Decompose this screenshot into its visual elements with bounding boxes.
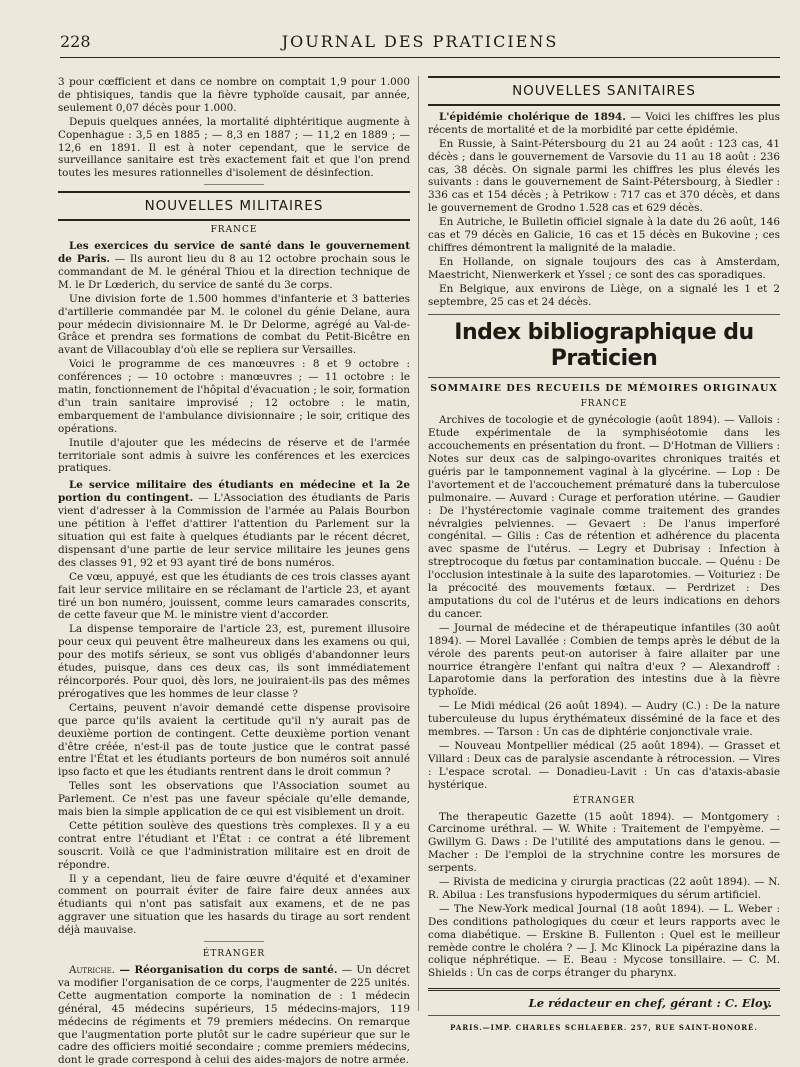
article-title: — Réorganisation du corps de santé.	[114, 964, 338, 976]
subheading-france: FRANCE	[210, 225, 258, 236]
separator	[428, 314, 780, 315]
column-divider	[418, 76, 419, 1011]
place-name: Autriche.	[69, 964, 115, 976]
subheading-etranger: ÉTRANGER	[202, 949, 266, 960]
right-column	[428, 76, 780, 1033]
editor-signature: Le rédacteur en chef, gérant : C. Eloy.	[528, 996, 772, 1011]
paragraph: En Russie, à Saint-Pétersbourg du 21 au 24 août : 123 cas, 41 décès ; dans le gouvernement de Varsovie du 11 au 18 août : 236 cas, 38 décès. On signale parmi les chiffres les plus élevés les suivants : dans le gouvernement de Saint-Pétersbourg, à Siedler : 336 cas et 154 décès ; à Petrikow : 717 cas et 370 décès, et dans le gouvernement de Grodno 1.528 cas et 629 décès.	[428, 137, 780, 215]
separator	[204, 184, 264, 185]
separator	[428, 377, 780, 378]
paragraph: Archives de tocologie et de gynécologie (août 1894). — Vallois : Etude expérimentale de la symphiséotomie dans les accouchements en présentation du front. — D'Hotman de Villiers : Notes sur deux cas de salpingo-ovarites chroniques traités et guéris par le tamponnement vaginal à la glycérine. — Lop : De l'avortement et de l'accouchement prématuré dans la tuberculose pulmonaire. — Auvard : Curage et perforation utérine. — Gaudier : De l'hystérectomie vaginale comme traitement des grandes névralgies pelviennes. — Gevaert : De l'anus imperforé congénital. — Gilis : Cas de rétention et adhérence du placenta avec spasme de l'utérus. — Legry et Dubrisay : Infection à streptrocoque du fœtus par contamination buccale. — Quénu : De l'occlusion intestinale à la suite des laparotomies. — Voituriez : De la précocité des mouvements fœtaux. — Perdrizet : Des amputations du col de l'utérus et de leurs indications en dehors du cancer.	[428, 414, 780, 620]
article-text: — L'Association des étudiants de Paris vient d'adresser à la Commission de l'armée au Palais Bourbon une pétition à l'effet d'attirer l'attention du Parlement sur la situation qui est faite à quelques étudiants par le récent décret, dispensant d'une partie de leur service militaire les jeunes gens des classes 91, 92 et 93 ayant tiré de bons numéros.	[58, 492, 410, 569]
paragraph: — Le Midi médical (26 août 1894). — Audry (C.) : De la nature tuberculeuse du lupus érythémateux disséminé de la face et des membres. — Tarson : Un cas de diphtérie conjonctivale vraie.	[428, 700, 780, 739]
left-column	[58, 76, 410, 1067]
section-heading-box	[58, 191, 410, 221]
summary-heading: SOMMAIRE DES RECUEILS DE MÉMOIRES ORIGINAUX	[430, 382, 778, 394]
paragraph: En Hollande, on signale toujours des cas à Amsterdam, Maestricht, Nienwerkerk et Yssel ; ce sont des cas sporadiques.	[428, 255, 780, 281]
page-number: 228	[60, 32, 91, 51]
paragraph: — The New-York medical Journal (18 août 1894). — L. Weber : Des conditions pathologiques du cœur et leurs rapports avec le coma diabétique. — Erskine B. Fullenton : Quel est le meilleur remède contre le choléra ? — J. Mc Klinock La pipérazine dans la colique néphrétique. — E. Beau : Mycose tonsillaire. — C. M. Shields : Un cas de corps étranger du pharynx.	[428, 902, 780, 980]
subheading-france: FRANCE	[580, 399, 628, 410]
printer-line: PARIS.—IMP. CHARLES SCHLAEBER. 257, RUE SAINT-HONORÉ.	[450, 1023, 758, 1033]
paragraph: Il y a cependant, lieu de faire œuvre d'équité et d'examiner comment on pourrait éviter de faire faire deux années aux étudiants qui n'ont pas satisfait aux examens, et de ne pas aggraver une situation que les hasards du tirage au sort rendent déjà mauvaise.	[58, 872, 410, 937]
paragraph: La dispense temporaire de l'article 23, est, purement illusoire pour ceux qui peuvent être malheureux dans les examens ou qui, pour des motifs sérieux, se sont vus obligés d'abandonner leurs études, puisque, dans ces deux cas, ils sont immédiatement réincorporés. Pour quoi, dès lors, ne jouiraient-ils pas des mêmes prérogatives que les hommes de leur classe ?	[58, 623, 410, 700]
paragraph: Voici le programme de ces manœuvres : 8 et 9 octobre : conférences ; — 10 octobre : manœuvres ; — 11 octobre : le matin, fonctionnement de l'hôpital d'évacuation ; le soir, formation d'un train sanitaire improvisé ; 12 octobre : le matin, embarquement de l'ambulance divisionnaire ; le soir, critique des opérations.	[58, 358, 410, 435]
paragraph: — Nouveau Montpellier médical (25 août 1894). — Grasset et Villard : Deux cas de paralysie ascendante à rétrocession. — Vires : L'espace scrotal. — Donadieu-Lavit : Un cas d'ataxis-abasie hystérique.	[428, 739, 780, 791]
paragraph: — Rivista de medicina y cirurgia practicas (22 août 1894). — N. R. Abilua : Les transfusions hypodermiques du sérum artificiel.	[428, 876, 780, 901]
paragraph: Ce vœu, appuyé, est que les étudiants de ces trois classes ayant fait leur service militaire en se réclamant de l'article 23, et ayant tiré un bon numéro, jouissent, comme leurs camarades conscrits, de cette faveur que M. le ministre vient d'accorder.	[58, 570, 410, 622]
article-text: — Voici les chiffres les plus récents de mortalité et de la morbidité par cette épidémie.	[428, 110, 780, 136]
section-heading-box	[428, 76, 780, 106]
paragraph: Cette pétition soulève des questions très complexes. Il y a eu contrat entre l'étudiant et l'État : ce contrat a été librement souscrit. Voilà ce que l'administration militaire est en droit de répondre.	[58, 819, 410, 871]
paragraph: En Autriche, le Bulletin officiel signale à la date du 26 août, 146 cas et 79 décès en Galicie, 16 cas et 15 décès en Bukovine ; ces chiffres démontrent la malignité de la maladie.	[428, 216, 780, 254]
paragraph: En Belgique, aux environs de Liège, on a signalé les 1 et 2 septembre, 25 cas et 24 décès.	[428, 282, 780, 308]
page-header	[60, 30, 780, 60]
journal-title: JOURNAL DES PRATICIENS	[281, 32, 559, 51]
separator	[204, 941, 264, 942]
paragraph: Inutile d'ajouter que les médecins de réserve et de l'armée territoriale sont admis à suivre les conférences et les exercices pratiques.	[58, 436, 410, 475]
article-title: Les exercices du service de santé dans le gouvernement de Paris.	[58, 240, 410, 265]
article-text: — Ils auront lieu du 8 au 12 octobre prochain sous le commandant de M. le général Thiou et la direction technique de M. le Dr Lœderich, du service de santé du 3e corps.	[58, 252, 410, 291]
article-text: — Un décret va modifier l'organisation de ce corps, l'augmenter de 225 unités. Cette augmentation comporte la nomination de : 1 médecin général, 45 médecins supérieurs, 15 médecins-majors, 119 médecins de régiments et 79 premiers médecins. On remarque que l'augmentation porte plutôt sur le cadre supérieur que sur le cadre des officiers moitié secondaire ; comme premiers médecins, dont le grade correspond à celui des aides-majors de notre armée.	[58, 964, 410, 1067]
paragraph: Certains, peuvent n'avoir demandé cette dispense provisoire que parce qu'ils avaient la certitude qu'il n'y aurait pas de deuxième portion de contingent. Cette deuxième portion venant d'être créée, n'est-il pas de toute justice que le contrat passé entre l'État et les étudiants porteurs de bon numéros soit annulé ipso facto et que les étudiants rentrent dans le droit commun ?	[58, 701, 410, 779]
paragraph: The therapeutic Gazette (15 août 1894). — Montgomery : Carcinome uréthral. — W. White : Traitement de l'empyème. — Gwillym G. Daws : De l'utilité des amputations dans le genou. — Macher : De l'emploi de la strychnine contre les morsures de serpents.	[428, 810, 780, 875]
header-rule	[60, 57, 780, 58]
subheading-etranger: ÉTRANGER	[572, 795, 636, 806]
paragraph: Depuis quelques années, la mortalité diphtéritique augmente à Copenhague : 3,5 en 1885 ; — 8,3 en 1887 ; — 11,2 en 1889 ; — 12,6 en 1891. Il est à noter cependant, que le service de surveillance sanitaire est très exactement fait et que l'on prend toutes les mesures rationnelles d'isolement de désinfection.	[58, 115, 410, 180]
article-title: Le service militaire des étudiants en médecine et la 2e portion du contingent.	[58, 479, 410, 505]
index-title: Index bibliographique du Praticien	[454, 319, 754, 371]
section-title-military: NOUVELLES MILITAIRES	[144, 198, 324, 215]
article-title: L'épidémie cholérique de 1894.	[439, 110, 626, 123]
closing-rule	[428, 988, 780, 991]
paragraph: Une division forte de 1.500 hommes d'infanterie et 3 batteries d'artillerie commandée par M. le colonel du génie Delane, aura pour médecin divisionnaire M. le Dr Delorme, agrégé au Val-de-Grâce et prendra ses formations de combat du Petit-Bicêtre en avant de Villacoublay d'où elle se repliera sur Versailles.	[58, 292, 410, 357]
paragraph: 3 pour cœfficient et dans ce nombre on comptait 1,9 pour 1.000 de phtisiques, tandis que la fièvre typhoïde causait, par année, seulement 0,07 décès pour 1.000.	[58, 76, 410, 114]
paragraph: Telles sont les observations que l'Association soumet au Parlement. Ce n'est pas une faveur spéciale qu'elle demande, mais bien la simple application de ce qui est visiblement un droit.	[58, 780, 410, 819]
separator	[428, 1015, 780, 1016]
paragraph: — Journal de médecine et de thérapeutique infantiles (30 août 1894). — Morel Lavallée : Combien de temps après le début de la vérole des parents peut-on autoriser à faire allaiter par une nourrice étrangère l'enfant qui naîtra d'eux ? — Alexandroff : Laparotomie dans la perforation des intestins due à la fièvre typhoïde.	[428, 621, 780, 699]
section-title-sanitary: NOUVELLES SANITAIRES	[512, 83, 696, 99]
